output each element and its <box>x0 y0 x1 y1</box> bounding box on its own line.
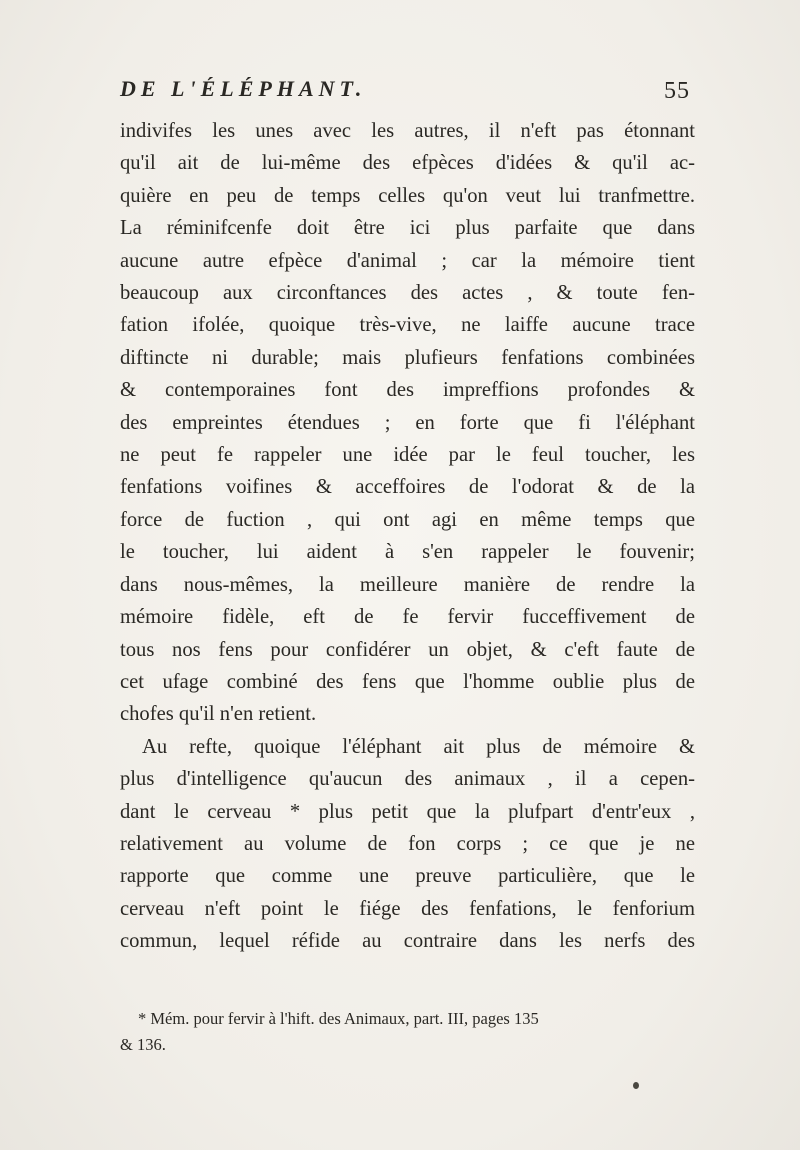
ink-spot <box>633 1082 639 1089</box>
text-line: La réminifcenfe doit être ici plus parfaite que dans <box>120 217 695 240</box>
text-line: dant le cerveau * plus petit que la plufpart d'entr'eux , <box>120 800 695 823</box>
text-line: dans nous-mêmes, la meilleure manière de rendre la <box>120 573 695 596</box>
text-line: cet ufage combiné des fens que l'homme oublie plus de <box>120 670 695 693</box>
text-line: le toucher, lui aident à s'en rappeler le fouvenir; <box>120 541 695 564</box>
text-line: ne peut fe rappeler une idée par le feul toucher, les <box>120 444 695 467</box>
text-line: diftincte ni durable; mais plufieurs fenfations combinées <box>120 346 695 369</box>
footnote <box>120 1006 695 1058</box>
text-line: mémoire fidèle, eft de fe fervir fucceffivement de <box>120 606 695 629</box>
page-number: 55 <box>664 78 690 104</box>
text-line: indivifes les unes avec les autres, il n'eft pas étonnant <box>120 120 695 142</box>
text-line: cerveau n'eft point le fiége des fenfations, le fenforium <box>120 897 695 920</box>
text-line: quière en peu de temps celles qu'on veut lui tranfmettre. <box>120 184 695 207</box>
footnote-line: & 136. <box>120 1035 166 1054</box>
footnote-line: * Mém. pour fervir à l'hift. des Animaux, part. III, pages 135 <box>138 1009 539 1028</box>
text-line: force de fuction , qui ont agi en même temps que <box>120 508 695 531</box>
text-line: Au refte, quoique l'éléphant ait plus de mémoire & <box>142 735 695 758</box>
text-line: beaucoup aux circonftances des actes , & toute fen- <box>120 282 695 305</box>
text-line: qu'il ait de lui-même des efpèces d'idées & qu'il ac- <box>120 152 695 175</box>
text-line: fation ifolée, quoique très-vive, ne laiffe aucune trace <box>120 314 695 337</box>
running-head: DE L'ÉLÉPHANT. <box>120 76 367 101</box>
text-line: rapporte que comme une preuve particulière, que le <box>120 865 695 888</box>
page-header <box>120 76 690 116</box>
text-line: relativement au volume de fon corps ; ce que je ne <box>120 832 695 855</box>
text-line: & contemporaines font des impreffions profondes & <box>120 379 695 402</box>
text-line: des empreintes étendues ; en forte que fi l'éléphant <box>120 411 695 434</box>
text-line: commun, lequel réfide au contraire dans les nerfs des <box>120 930 695 953</box>
body-text <box>120 115 695 958</box>
text-line: plus d'intelligence qu'aucun des animaux , il a cepen- <box>120 768 695 791</box>
text-line: tous nos fens pour confidérer un objet, & c'eft faute de <box>120 638 695 661</box>
text-line: chofes qu'il n'en retient. <box>120 703 317 726</box>
text-line: fenfations voifines & acceffoires de l'odorat & de la <box>120 476 695 499</box>
text-line: aucune autre efpèce d'animal ; car la mémoire tient <box>120 249 695 272</box>
